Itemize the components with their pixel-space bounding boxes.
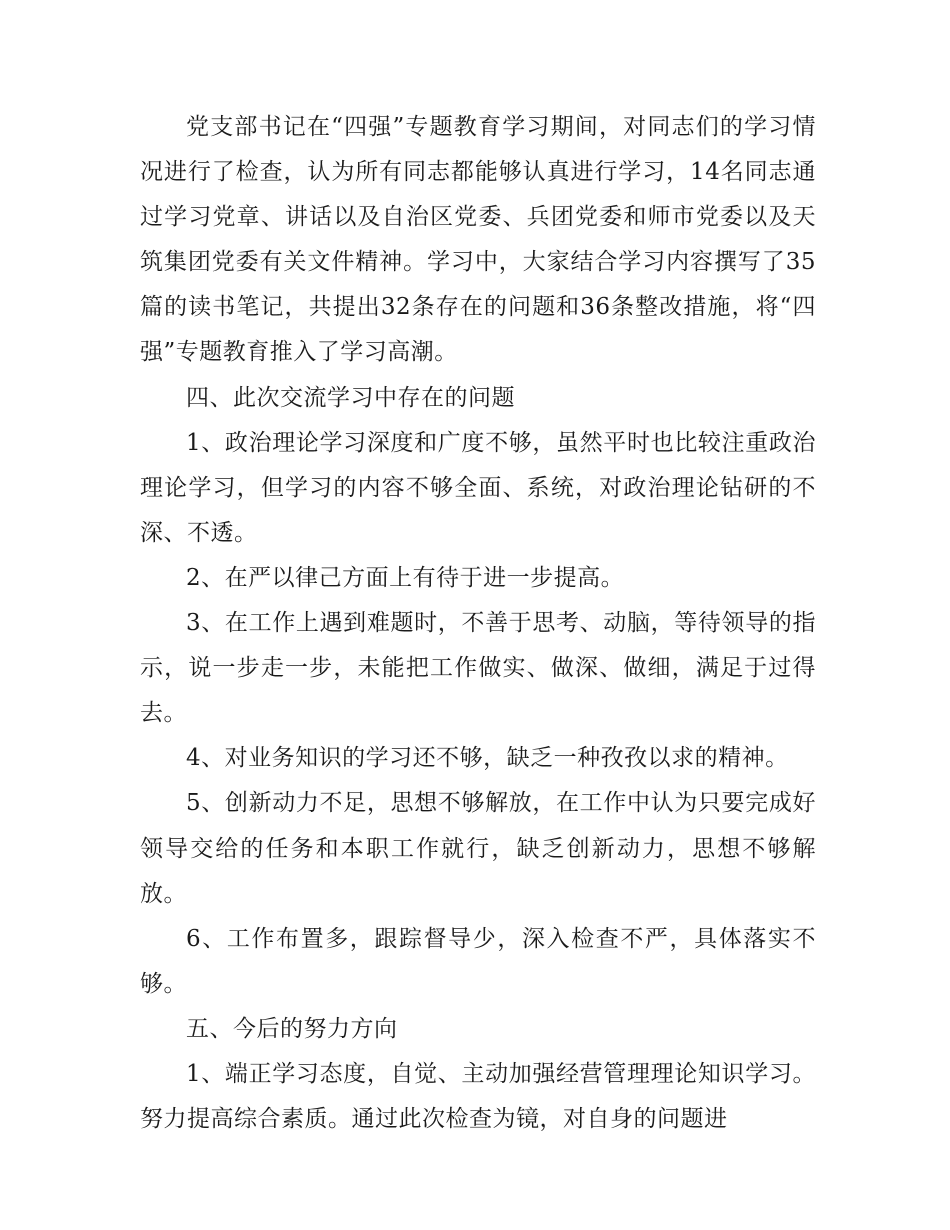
document-page: [140, 105, 816, 1142]
paragraph-problem-4: 4、对业务知识的学习还不够，缺乏一种孜孜以求的精神。: [186, 745, 789, 772]
paragraph-problem-3: 3、在工作上遇到难题时，不善于思考、动脑，等待领导的指示，说一步走一步，未能把工作做实、做深、做细，满足于过得去。: [140, 610, 816, 727]
paragraph-problem-1: 1、政治理论学习深度和广度不够，虽然平时也比较注重政治理论学习，但学习的内容不够全面、系统，对政治理论钻研的不深、不透。: [140, 429, 816, 546]
paragraph-problem-2: 2、在严以律己方面上有待于进一步提高。: [186, 564, 625, 591]
paragraph-problem-5: 5、创新动力不足，思想不够解放，在工作中认为只要完成好领导交给的任务和本职工作就行，缺乏创新动力，思想不够解放。: [140, 790, 816, 907]
heading-section-four: 四、此次交流学习中存在的问题: [186, 384, 515, 411]
paragraph-problem-6: 6、工作布置多，跟踪督导少，深入检查不严，具体落实不够。: [140, 925, 816, 997]
paragraph-inspection-summary: 党支部书记在“四强”专题教育学习期间，对同志们的学习情况进行了检查，认为所有同志都能够认真进行学习，14名同志通过学习党章、讲话以及自治区党委、兵团党委和师市党委以及天筑集团党委有关文件精神。学习中，大家结合学习内容撰写了35篇的读书笔记，共提出32条存在的问题和36条整改措施，将“四强”专题教育推入了学习高潮。: [140, 114, 816, 366]
heading-section-five: 五、今后的努力方向: [186, 1015, 398, 1042]
paragraph-direction-1: 1、端正学习态度，自觉、主动加强经营管理理论知识学习。努力提高综合素质。通过此次检查为镜，对自身的问题进: [140, 1060, 816, 1133]
